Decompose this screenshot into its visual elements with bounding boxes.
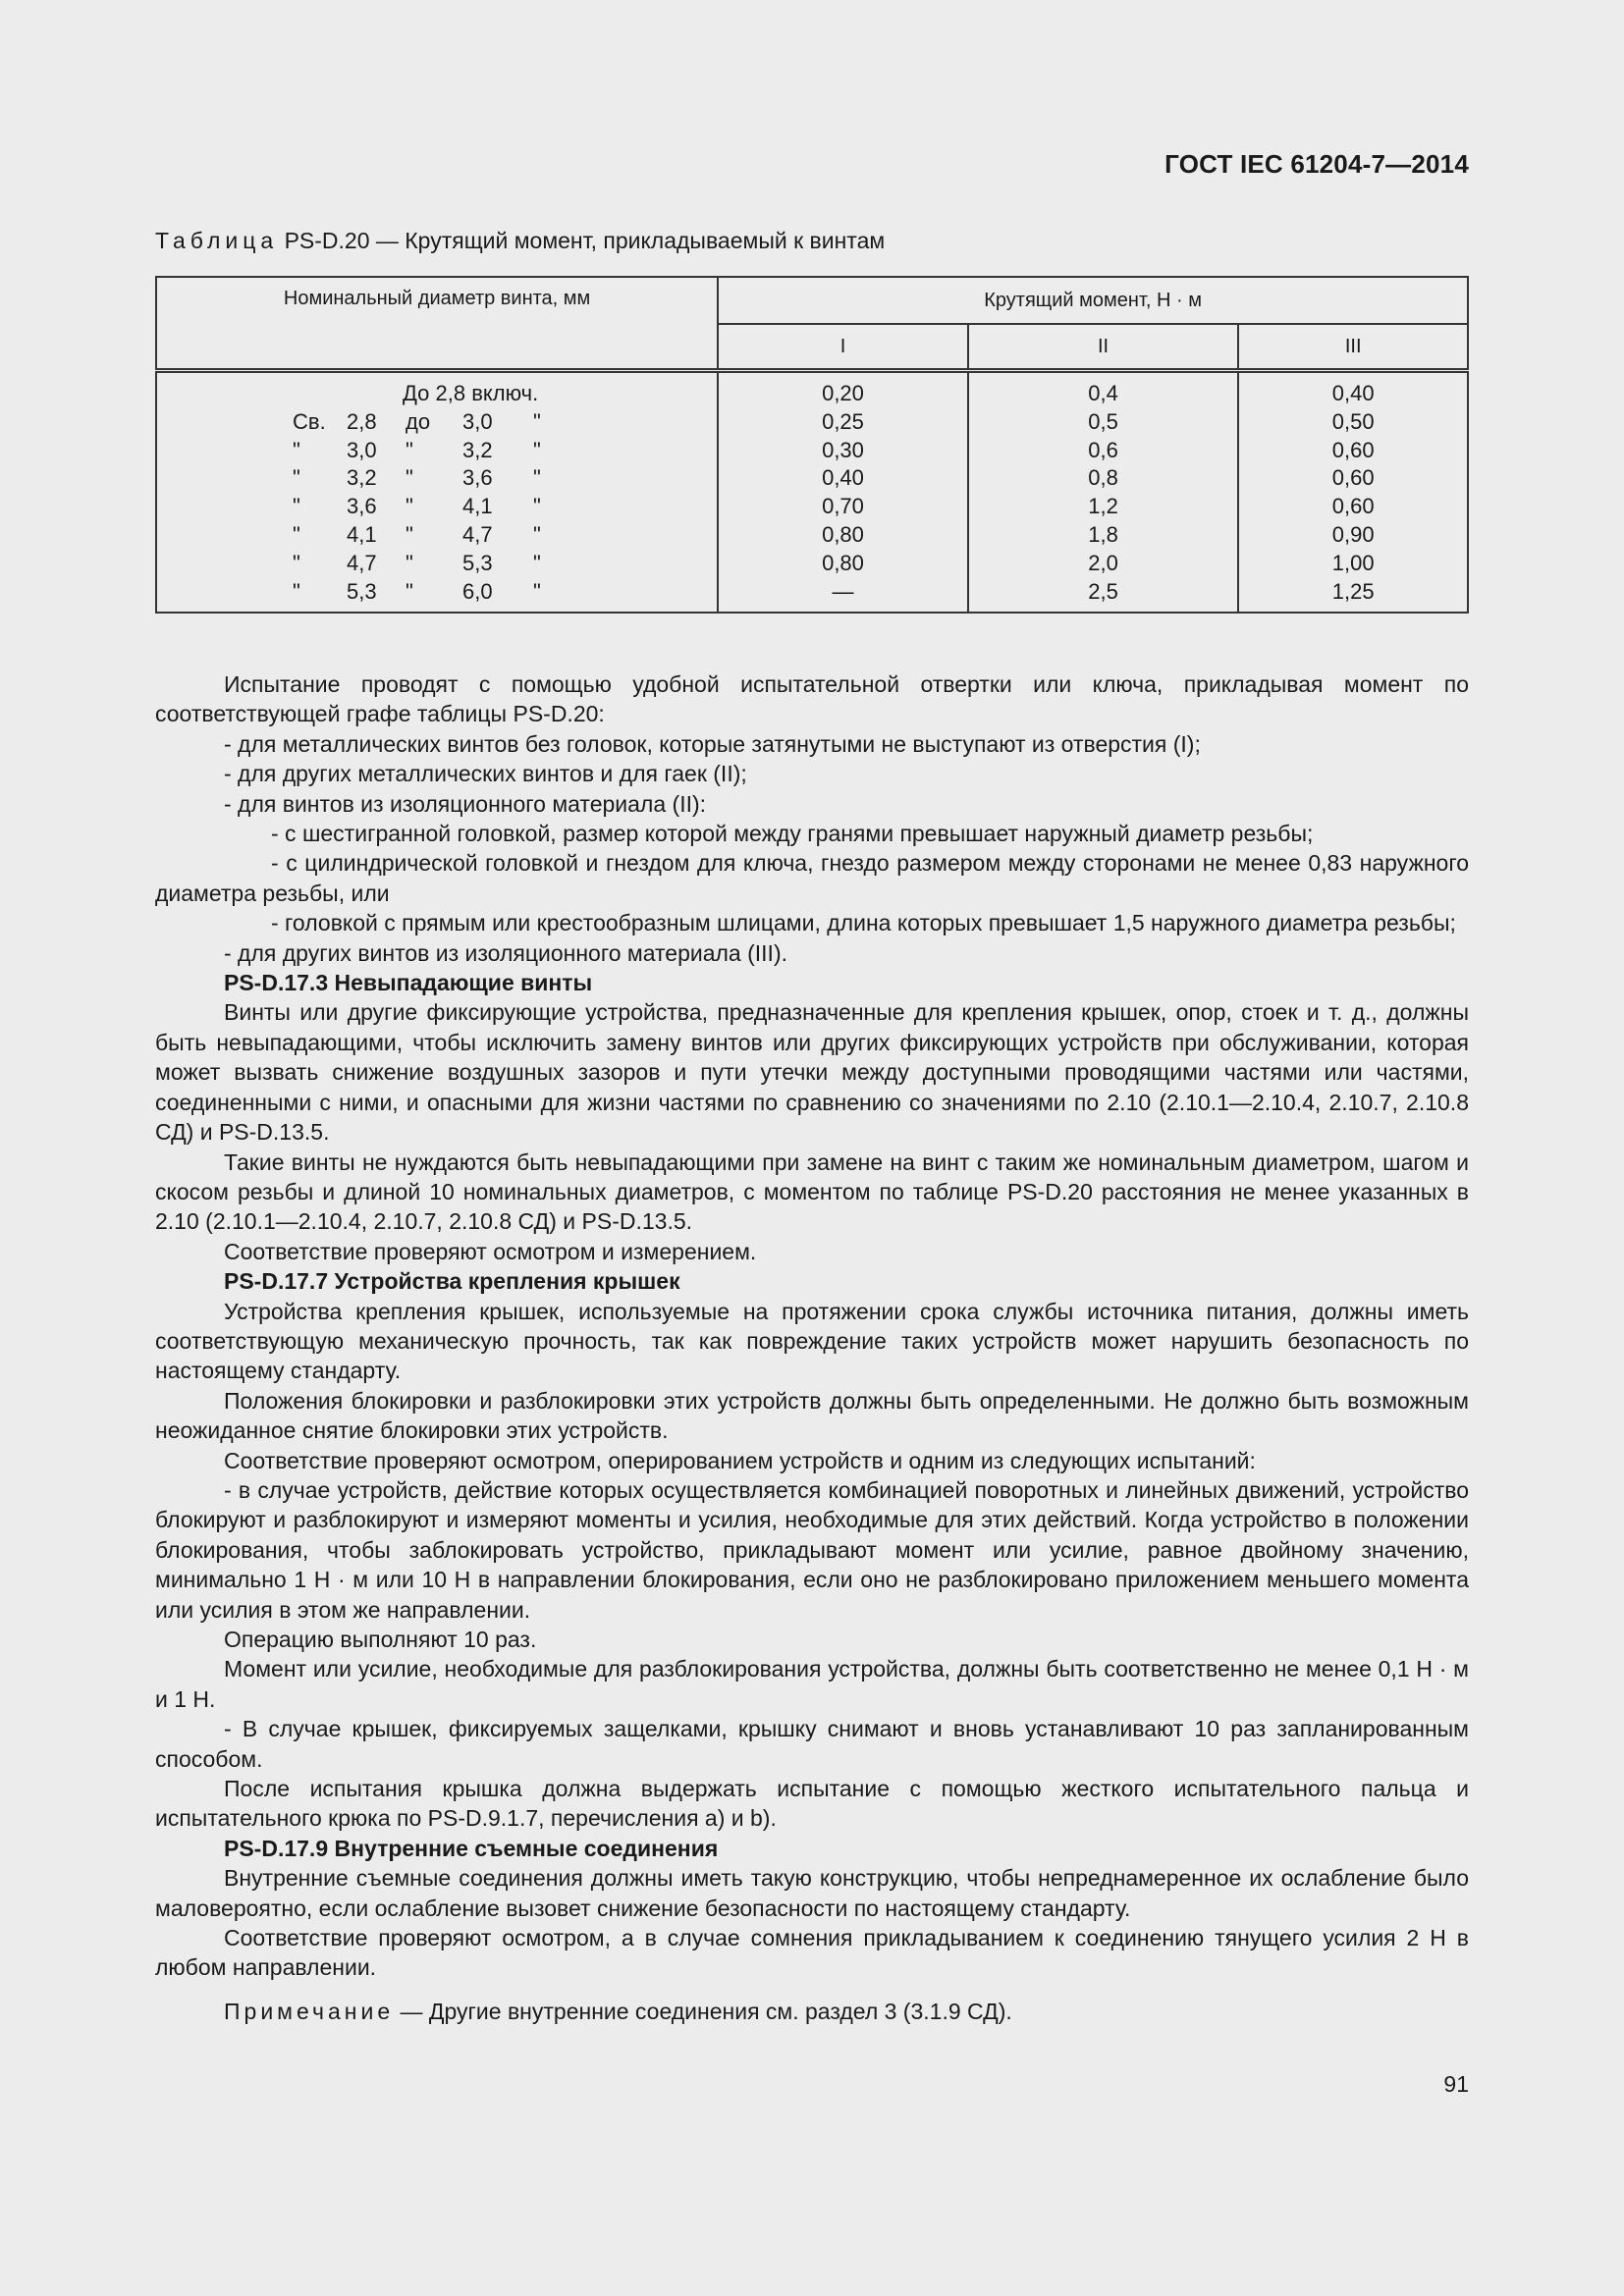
note	[155, 1997, 1469, 2026]
diameter-part: 4,1	[462, 494, 493, 519]
diameter-row	[157, 437, 717, 465]
header-col-III: III	[1238, 324, 1468, 371]
sub-list-item: - с шестигранной головкой, размер которой между гранями превышает наружный диаметр резьбы;	[271, 821, 1314, 847]
value-cell: 1,25	[1331, 578, 1375, 604]
diameter-part: "	[406, 437, 413, 462]
diameter-part: "	[533, 465, 541, 491]
section-heading: PS-D.17.3 Невыпадающие винты	[224, 970, 593, 996]
value-cell: 0,60	[1331, 494, 1375, 519]
value-cell: 0,40	[822, 465, 864, 491]
diameter-part: 3,2	[462, 437, 493, 462]
list-item: - для винтов из изоляционного материала (II):	[224, 790, 707, 817]
diameter-cell	[156, 371, 718, 614]
paragraph: Операцию выполняют 10 раз.	[224, 1627, 537, 1652]
diameter-part: 3,6	[347, 494, 377, 519]
paragraph: Испытание проводят с помощью удобной испытательной отвертки или ключа, прикладывая момент по соответствующей графе таблицы PS-D.20:	[155, 671, 1469, 727]
value-cell: 0,6	[1088, 437, 1118, 462]
value-cell: 0,4	[1088, 381, 1118, 405]
list-item: - для других винтов из изоляционного материала (III).	[224, 939, 787, 966]
diameter-part: 6,0	[462, 578, 493, 604]
diameter-part: 4,7	[347, 550, 377, 575]
paragraph: Момент или усилие, необходимые для разблокирования устройства, должны быть соответственно не менее 0,1 Н · м и 1 Н.	[155, 1656, 1469, 1712]
value-cell: 0,60	[1331, 437, 1375, 462]
diameter-part: "	[406, 550, 413, 575]
diameter-part: 4,7	[462, 521, 493, 547]
diameter-part: "	[293, 494, 300, 519]
diameter-part: "	[293, 578, 300, 604]
value-cell: 0,20	[822, 381, 864, 405]
value-cell: 1,2	[1088, 494, 1118, 519]
diameter-row	[157, 550, 717, 578]
paragraph: Устройства крепления крышек, используемые на протяжении срока службы источника питания, должны иметь соответствующую механическую прочность, так как повреждение таких устройств может нарушить безопасность по настоящему стандарту.	[155, 1298, 1469, 1384]
value-cell: 1,00	[1331, 550, 1375, 575]
diameter-row	[157, 408, 717, 437]
page-number: 91	[1443, 2071, 1469, 2097]
diameter-part: 3,6	[462, 465, 493, 491]
value-cell: 0,40	[1331, 381, 1375, 405]
value-cell: 1,8	[1088, 521, 1118, 547]
value-cell: 2,0	[1088, 550, 1118, 575]
value-cell: 0,5	[1088, 408, 1118, 434]
diameter-row	[157, 578, 717, 607]
value-cell: 0,25	[822, 408, 864, 434]
paragraph: Соответствие проверяют осмотром, а в случае сомнения прикладыванием к соединению тянущего усилия 2 Н в любом направлении.	[155, 1925, 1469, 1981]
value-cell: 0,60	[1331, 465, 1375, 491]
diameter-part: 3,0	[462, 408, 493, 434]
sub-list-item: - головкой с прямым или крестообразным шлицами, длина которых превышает 1,5 наружного диаметра резьбы;	[271, 910, 1456, 936]
torque-table	[155, 276, 1469, 614]
diameter-part: Св.	[293, 408, 326, 434]
diameter-part: "	[293, 521, 300, 547]
diameter-part: "	[533, 437, 541, 462]
diameter-part: "	[533, 578, 541, 604]
diameter-part: "	[406, 578, 413, 604]
value-cell: 0,50	[1331, 408, 1375, 434]
diameter-row	[157, 380, 717, 408]
table-caption-label: Таблица	[155, 228, 279, 253]
header-col-I: I	[718, 324, 968, 371]
diameter-part: 5,3	[462, 550, 493, 575]
diameter-row	[157, 521, 717, 550]
paragraph: Соответствие проверяют осмотром, оперированием устройств и одним из следующих испытаний:	[224, 1447, 1256, 1473]
diameter-part: "	[406, 521, 413, 547]
values-col-II	[968, 371, 1239, 614]
diameter-part: "	[406, 494, 413, 519]
paragraph: - в случае устройств, действие которых осуществляется комбинацией поворотных и линейных движений, устройство блокируют и разблокируют и измеряют моменты и усилия, необходимые для этих действий. Когда устройство в положении блокирования, чтобы заблокировать устройство, прикладывают момент или усилие, равное двойному значению, минимально 1 Н · м или 10 Н в направлении блокирования, если оно не разблокировано приложением меньшего момента или усилия в этом же направлении.	[155, 1476, 1469, 1623]
list-item: - для металлических винтов без головок, которые затянутыми не выступают из отверстия (I);	[224, 730, 1201, 757]
diameter-part: 4,1	[347, 521, 377, 547]
paragraph: Положения блокировки и разблокировки этих устройств должны быть определенными. Не должно быть возможным неожиданное снятие блокировки этих устройств.	[155, 1387, 1469, 1444]
paragraph: Винты или другие фиксирующие устройства, предназначенные для крепления крышек, опор, стоек и т. д., должны быть невыпадающими, чтобы исключить замену винтов или других фиксирующих устройств при обслуживании, которая может вызвать снижение воздушных зазоров и пути утечки между доступными проводящими частями или частями, соединенными с ними, и опасными для жизни частями по сравнению со значениями по 2.10 (2.10.1—2.10.4, 2.10.7, 2.10.8 СД) и PS-D.13.5.	[155, 999, 1469, 1146]
values-col-I	[718, 371, 968, 614]
value-cell: 2,5	[1088, 578, 1118, 604]
paragraph: Соответствие проверяют осмотром и измерением.	[224, 1238, 757, 1264]
paragraph: После испытания крышка должна выдержать испытание с помощью жесткого испытательного пальца и испытательного крюка по PS-D.9.1.7, перечисления а) и b).	[155, 1776, 1469, 1832]
section-heading: PS-D.17.7 Устройства крепления крышек	[224, 1268, 680, 1295]
table-caption	[155, 228, 885, 254]
diameter-part: "	[533, 408, 541, 434]
body-text	[155, 669, 1469, 2026]
value-cell: 0,30	[822, 437, 864, 462]
diameter-row	[157, 493, 717, 521]
header-col-II: II	[968, 324, 1239, 371]
diameter-part: 2,8	[347, 408, 377, 434]
paragraph: - В случае крышек, фиксируемых защелками, крышку снимают и вновь устанавливают 10 раз запланированным способом.	[155, 1716, 1469, 1772]
value-cell: 0,90	[1331, 521, 1375, 547]
diameter-part: "	[293, 465, 300, 491]
section-heading: PS-D.17.9 Внутренние съемные соединения	[224, 1835, 719, 1861]
diameter-part: до	[406, 408, 431, 434]
header-torque: Крутящий момент, Н · м	[718, 277, 1468, 324]
diameter-part: "	[533, 494, 541, 519]
paragraph: Внутренние съемные соединения должны иметь такую конструкцию, чтобы непреднамеренное их ослабление было маловероятно, если ослабление вызовет снижение безопасности по настоящему стандарту.	[155, 1865, 1469, 1921]
value-cell: —	[832, 578, 854, 604]
diameter-part: "	[533, 521, 541, 547]
diameter-part: "	[533, 550, 541, 575]
value-cell: 0,80	[822, 521, 864, 547]
note-label: Примечание	[224, 1998, 395, 2024]
table-caption-text: PS-D.20 — Крутящий момент, прикладываемый к винтам	[284, 228, 886, 253]
diameter-part: 3,0	[347, 437, 377, 462]
values-col-III	[1238, 371, 1468, 614]
sub-list-item: - с цилиндрической головкой и гнездом для ключа, гнездо размером между сторонами не менее 0,83 наружного диаметра резьбы, или	[155, 850, 1469, 906]
diameter-first: До 2,8 включ.	[403, 381, 539, 405]
value-cell: 0,70	[822, 494, 864, 519]
standard-designation: ГОСТ IEC 61204-7—2014	[1164, 149, 1469, 179]
diameter-part: "	[293, 437, 300, 462]
note-text: — Другие внутренние соединения см. раздел 3 (3.1.9 СД).	[394, 1998, 1012, 2024]
header-diameter: Номинальный диаметр винта, мм	[156, 277, 718, 371]
diameter-part: 5,3	[347, 578, 377, 604]
diameter-row	[157, 464, 717, 493]
diameter-part: "	[293, 550, 300, 575]
diameter-part: 3,2	[347, 465, 377, 491]
value-cell: 0,80	[822, 550, 864, 575]
list-item: - для других металлических винтов и для гаек (II);	[224, 761, 747, 787]
value-cell: 0,8	[1088, 465, 1118, 491]
diameter-part: "	[406, 465, 413, 491]
paragraph: Такие винты не нуждаются быть невыпадающими при замене на винт с таким же номинальным диаметром, шагом и скосом резьбы и длиной 10 номинальных диаметров, с моментом по таблице PS-D.20 расстояния не менее указанных в 2.10 (2.10.1—2.10.4, 2.10.7, 2.10.8 СД) и PS-D.13.5.	[155, 1148, 1469, 1235]
